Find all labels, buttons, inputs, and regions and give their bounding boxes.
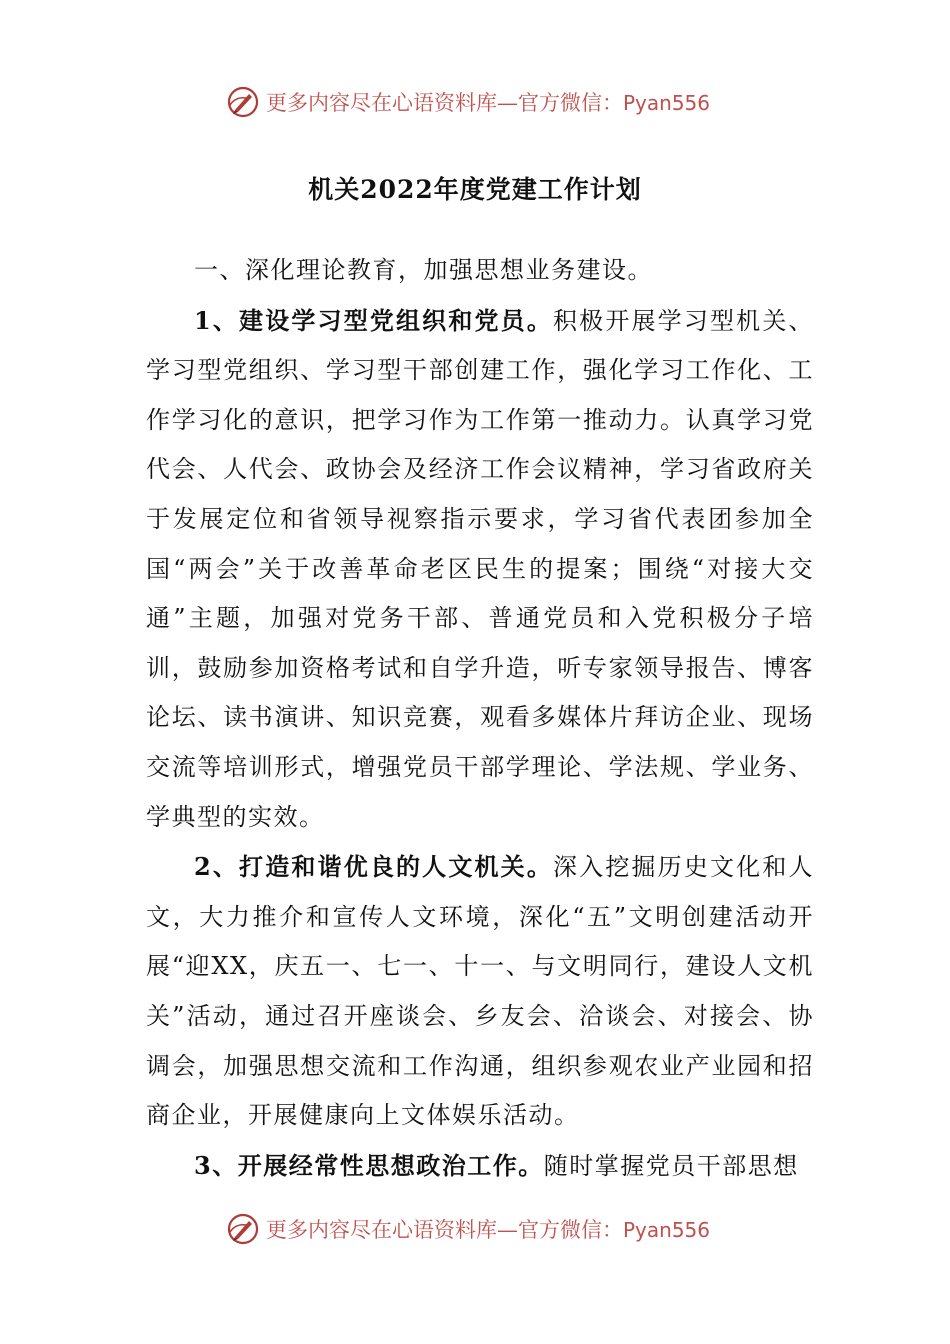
item-body-2: 深入挖掘历史文化和人文，大力推介和宣传人文环境，深化“五”文明创建活动开展“迎XX，庆五一、七一、十一、与文明同行，建设人文机关”活动，通过召开座谈会、乡友会、洽谈会、对接会、协调会，加强思想交流和工作沟通，组织参观农业产业园和招商企业，开展健康向上文体娱乐活动。: [146, 853, 815, 1130]
item-heading-3: 3、开展经常性思想政治工作。: [194, 1150, 544, 1180]
item-body-3: 随时掌握党员干部思想: [543, 1151, 799, 1180]
document-body: [146, 246, 814, 1191]
item-heading-1: 1、建设学习型党组织和党员。: [194, 305, 554, 335]
item-body-1: 积极开展学习型机关、学习型党组织、学习型干部创建工作，强化学习工作化、工作学习化的意识，把学习作为工作第一推动力。认真学习党代会、人代会、政协会及经济工作会议精神，学习省政府关于发展定位和省领导视察指示要求，学习省代表团参加全国“两会”关于改善革命老区民生的提案；围绕“对接大交通”主题，加强对党务干部、普通党员和入党积极分子培训，鼓励参加资格考试和自学升造，听专家领导报告、博客论坛、读书演讲、知识竞赛，观看多媒体片拜访企业、现场交流等培训形式，增强党员干部学理论、学法规、学业务、学典型的实效。: [146, 306, 815, 831]
paragraph-item-3: [146, 1141, 814, 1192]
paragraph-item-1: [146, 296, 814, 843]
watermark-footer: [226, 1207, 710, 1251]
section-heading-1: 一、深化理论教育，加强思想业务建设。: [194, 256, 653, 284]
watermark-header: [226, 80, 710, 124]
pen-logo-icon: [226, 85, 260, 119]
item-heading-2: 2、打造和谐优良的人文机关。: [194, 852, 554, 882]
paragraph-item-2: [146, 842, 814, 1141]
watermark-text: 更多内容尽在心语资料库—官方微信：Pyan556: [266, 91, 711, 115]
document-title: 机关2022年度党建工作计划: [308, 175, 642, 204]
watermark-text: 更多内容尽在心语资料库—官方微信：Pyan556: [266, 1218, 711, 1242]
pen-logo-icon: [226, 1212, 260, 1246]
